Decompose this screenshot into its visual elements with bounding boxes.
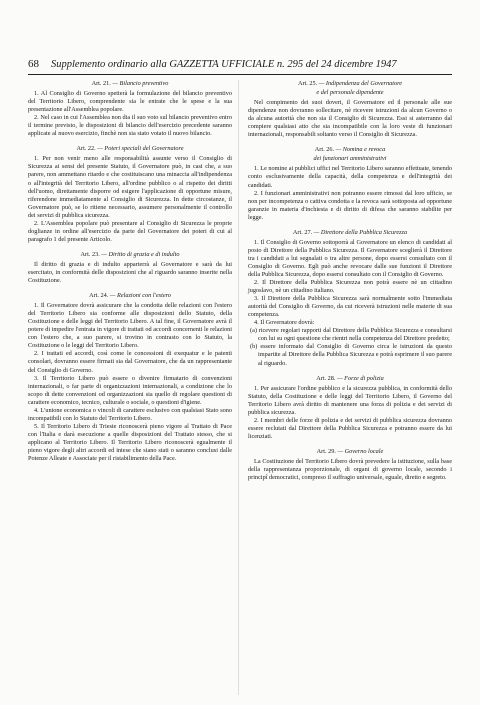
- article-section: [28, 80, 232, 138]
- article-paragraph: 2. I membri delle forze di polizia e dei servizi di pubblica sicurezza dovranno essere reclutati dal Direttore della Pubblica Sicurezza e potranno essere da lui licenziati.: [248, 416, 452, 440]
- article-heading: [28, 251, 232, 259]
- article-paragraph: 1. Il Governatore dovrà assicurare che la condotta delle relazioni con l'estero del Territorio Libero sia conforme alle disposizioni dello Statuto, della Costituzione e delle leggi del Territorio Libero. A tal fine, il Governatore avrà il potere di impedire l'entrata in vigore di trattati od accordi concernenti le relazioni con l'estero che, a suo parere, si trovino in contrasto con lo Statuto, la Costituzione o le leggi del Territorio Libero.: [28, 302, 232, 350]
- article-title: — Bilancio preventivo: [112, 80, 169, 87]
- article-paragraph: 2. Nel caso in cui l'Assemblea non dia il suo voto sul bilancio preventivo entro il termine previsto, le disposizioni di bilancio dell'esercizio precedente saranno applicate al nuovo esercizio, finchè non sia stato votato il nuovo bilancio.: [28, 114, 232, 138]
- article-section: [248, 448, 452, 482]
- article-paragraph: Il diritto di grazia e di indulto apparterrà al Governatore e sarà da lui esercitato, in conformità delle disposizioni che al riguardo saranno inserite nella Costituzione.: [28, 260, 232, 285]
- article-paragraph: (a) ricevere regolari rapporti dal Direttore della Pubblica Sicurezza e consultarsi con lui su ogni questione che rientri nella competenza del Direttore predetto;: [250, 327, 452, 343]
- article-paragraph: La Costituzione del Territorio Libero dovrà prevedere la istituzione, sulla base della rappresentanza proporzionale, di organi di governo locale, secondo i principî democratici, compreso il suffragio universale, eguale, diretto e segreto.: [248, 457, 452, 482]
- article-number: Art. 27.: [292, 228, 313, 236]
- left-column: [28, 80, 232, 697]
- article-paragraph: 1. Per assicurare l'ordine pubblico e la sicurezza pubblica, in conformità dello Statuto, della Costituzione e delle leggi del Territorio Libero, il Governo del Territorio Libero avrà diritto di mantenere una forza di polizia e dei servizi di pubblica sicurezza.: [248, 384, 452, 416]
- article-number: Art. 28.: [316, 374, 336, 382]
- article-paragraph: Nel compimento dei suoi doveri, il Governatore ed il personale alle sue dipendenze non dovranno sollecitare, nè ricevere istruzioni da alcun Governo o da alcuna autorità che non sia il Consiglio di Sicurezza. Essi si asterranno dal compiere qualsiasi atto che sia incompatibile con la loro veste di funzionari internazionali, responsabili soltanto verso il Consiglio di Sicurezza.: [248, 99, 452, 139]
- article-heading: [248, 448, 452, 456]
- article-paragraph: (b) essere informato dal Consiglio di Governo circa le istruzioni da questo impartite al Direttore della Pubblica Sicurezza e potrà esprimere il suo parere al riguardo.: [250, 343, 452, 367]
- page-header: [28, 58, 452, 75]
- article-paragraph: 1. Per non venir meno alle responsabilità assunte verso il Consiglio di Sicurezza ai sensi del presente Statuto, il Governatore può, in casi che, a suo parere, non ammettano ritardo e che costituiscano una minaccia all'indipendenza o all'integrità del Territorio Libero, all'ordine pubblico o al rispetto dei diritti dell'uomo, direttamente disporre od esigere l'applicazione di opportune misure, riferendone immediatamente al Consiglio di Sicurezza. In dette circostanze, il Governatore può, se lo ritiene necessario, assumere personalmente il controllo dei servizi di pubblica sicurezza.: [28, 155, 232, 219]
- article-paragraph: 1. Al Consiglio di Governo spetterà la formulazione del bilancio preventivo del Territorio Libero, comprendente sia le entrate che le spese e la sua presentazione all'Assemblea popolare.: [28, 90, 232, 114]
- article-paragraph: 2. L'Assemblea popolare può presentare al Consiglio di Sicurezza le proprie doglianze in ordine all'esercizio da parte del Governatore dei poteri di cui al paragrafo 1 del presente Articolo.: [28, 219, 232, 243]
- article-title: — Relazioni con l'estero: [109, 292, 171, 300]
- article-section: [248, 229, 452, 368]
- article-heading: [28, 80, 232, 88]
- article-paragraph: 2. I trattati ed accordi, così come le concessioni di exequatur e le patenti consolari, dovranno essere firmati sia dal Governatore, che da un rappresentante del Consiglio di Governo.: [28, 350, 232, 374]
- column-divider: [238, 80, 239, 695]
- article-number: Art. 29.: [316, 447, 336, 455]
- article-title: — Diritto di grazia e di indulto: [101, 250, 180, 258]
- article-paragraph: 1. Le nomine ai pubblici uffici nel Territorio Libero saranno effettuate, tenendo conto esclusivamente della capacità, della competenza e dell'integrità dei candidati.: [248, 165, 452, 189]
- article-paragraph: 4. L'unione economica o vincoli di carattere esclusivo con qualsiasi Stato sono incompatibili con lo Statuto del Territorio Libero.: [28, 406, 232, 422]
- article-title: — Nomina e revoca: [335, 146, 386, 154]
- article-paragraph: 5. Il Territorio Libero di Trieste riconoscerà pieno vigore al Trattato di Pace con l'Italia e darà esecuzione a quelle disposizioni del Trattato stesso, che si applicano al Territorio Libero. Il Territorio Libero riconoscerà egualmente il pieno vigore degli altri accordi ed intese che siano stati o saranno conclusi dalle Potenze Alleate e Associate per il ristabilimento della Pace.: [28, 422, 232, 463]
- article-paragraph: 3. Il Territorio Libero può essere o divenire firmatario di convenzioni internazionali, o far parte di organizzazioni internazionali, a condizione che lo scopo di dette convenzioni od organizzazioni sia quello di regolare questioni di carattere economico, tecnico, culturale o sociale, o questioni d'igiene.: [28, 374, 232, 406]
- article-section: [28, 145, 232, 244]
- page-number: 68: [28, 58, 39, 70]
- article-heading: [248, 229, 452, 237]
- article-paragraph: 1. Il Consiglio di Governo sottoporrà al Governatore un elenco di candidati al posto di Direttore della Pubblica Sicurezza. Il Governatore sceglierà il Direttore tra i candidati a lui segnalati o tra altre persone, dopo essersi consultato con il Consiglio di Governo. Egli può anche revocare dalle sue funzioni il Direttore della Pubblica Sicurezza, dopo essersi consultato con il Consiglio di Governo.: [248, 238, 452, 278]
- article-title: — Poteri speciali del Governatore: [97, 145, 184, 153]
- article-title: — Direttore della Pubblica Sicurezza: [313, 228, 408, 236]
- article-heading: [248, 146, 452, 154]
- article-title: — Forze di polizia: [337, 374, 384, 382]
- right-column: [248, 80, 452, 697]
- article-heading: [248, 80, 452, 88]
- article-section: [28, 251, 232, 285]
- gazette-header-title: Supplemento ordinario alla GAZZETTA UFFICIALE n. 295 del 24 dicembre 1947: [51, 59, 397, 70]
- article-number: Art. 24.: [89, 292, 109, 300]
- article-title: — Governo locale: [337, 447, 384, 455]
- article-subtitle: dei funzionari amministrativi: [313, 155, 387, 163]
- article-number: Art. 22.: [76, 145, 96, 153]
- article-number: Art. 26.: [314, 146, 335, 154]
- article-number: Art. 23.: [80, 250, 100, 258]
- article-section: [28, 292, 232, 463]
- article-section: [248, 146, 452, 221]
- article-number: Art. 25.: [297, 80, 318, 87]
- article-heading: [28, 292, 232, 300]
- article-number: Art. 21.: [91, 80, 111, 87]
- article-paragraph: 3. Il Direttore della Pubblica Sicurezza sarà normalmente sotto l'immediata autorità del Consiglio di Governo, da cui riceverà istruzioni nelle materie di sua competenza.: [248, 295, 452, 319]
- article-section: [248, 80, 452, 139]
- article-subtitle: e del personale dipendente: [316, 89, 384, 97]
- article-paragraph: 4. Il Governatore dovrà:: [254, 319, 315, 327]
- article-paragraph: 2. I funzionari amministrativi non potranno essere rimossi dal loro ufficio, se non per incompetenza o cattiva condotta e la revoca sarà sottoposta ad opportune garanzie in materia d'inchiesta e di diritto di difesa che saranno stabilite per legge.: [248, 189, 452, 221]
- article-heading: [28, 145, 232, 153]
- article-heading: [248, 375, 452, 383]
- article-paragraph: 2. Il Direttore della Pubblica Sicurezza non potrà essere nè un cittadino jugoslavo, nè un cittadino italiano.: [248, 279, 452, 295]
- article-title: — Indipendenza del Governatore: [318, 80, 403, 87]
- article-section: [248, 375, 452, 441]
